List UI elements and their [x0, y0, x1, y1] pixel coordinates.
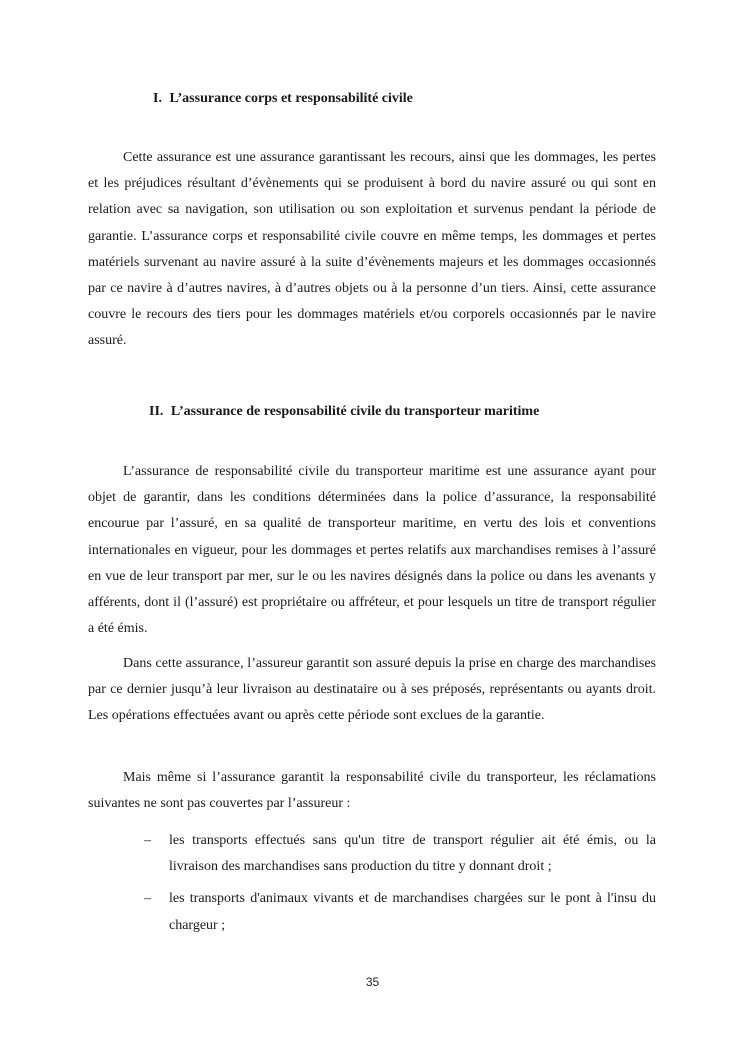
dash-bullet: –: [144, 891, 151, 907]
exclusions-list: [88, 828, 656, 945]
page-number: 35: [365, 975, 380, 989]
section-2-paragraph-1: L’assurance de responsabilité civile du transporteur maritime est une assurance ayant pour objet de garantir, dans les conditions déterminées dans la police d’assurance, la responsabilité encourue par l’assuré, en sa qualité de transporteur maritime, en vertu des lois et conventions internationales en vigueur, pour les dommages et pertes relatifs aux marchandises remises à l’assuré en vue de leur transport par mer, sur le ou les navires désignés dans la police ou dans les avenants y afférents, dont il (l’assuré) est propriétaire ou affréteur, et pour lesquels un titre de transport régulier a été émis.: [88, 464, 656, 637]
list-item-text: les transports effectués sans qu'un titre de transport régulier ait été émis, ou la livraison des marchandises sans production du titre y donnant droit ;: [169, 833, 656, 875]
section-1-heading: [153, 90, 413, 108]
section-2-paragraph-3: Mais même si l’assurance garantit la responsabilité civile du transporteur, les réclamations suivantes ne sont pas couvertes par l’assureur :: [88, 770, 656, 812]
section-1-title: L’assurance corps et responsabilité civile: [169, 91, 413, 106]
section-2-title: L’assurance de responsabilité civile du transporteur maritime: [170, 404, 540, 419]
list-item: [88, 828, 656, 880]
section-1-number: I.: [153, 91, 162, 106]
section-2-number: II.: [149, 404, 164, 419]
list-item-text: les transports d'animaux vivants et de marchandises chargées sur le pont à l'insu du chargeur ;: [169, 891, 656, 933]
dash-bullet: –: [144, 833, 151, 848]
section-2-heading: [149, 403, 539, 421]
section-2-paragraph-2: Dans cette assurance, l’assureur garantit son assuré depuis la prise en charge des marchandises par ce dernier jusqu’à leur livraison au destinataire ou à ses préposés, représentants ou ayants droit. Les opérations effectuées avant ou après cette période sont exclues de la garantie.: [88, 656, 656, 724]
section-1-paragraph-1: Cette assurance est une assurance garantissant les recours, ainsi que les dommages, les pertes et les préjudices résultant d’évènements qui se produisent à bord du navire assuré ou qui sont en relation avec sa navigation, son utilisation ou son exploitation et survenus pendant la période de garantie. L’assurance corps et responsabilité civile couvre en même temps, les dommages et pertes matériels survenant au navire assuré à la suite d’évènements majeurs et les dommages occasionnés par ce navire à d’autres navires, à d’autres objets ou à la personne d’un tiers. Ainsi, cette assurance couvre le recours des tiers pour les dommages matériels et/ou corporels occasionnés par le navire assuré.: [88, 150, 656, 349]
list-item: [88, 886, 656, 938]
